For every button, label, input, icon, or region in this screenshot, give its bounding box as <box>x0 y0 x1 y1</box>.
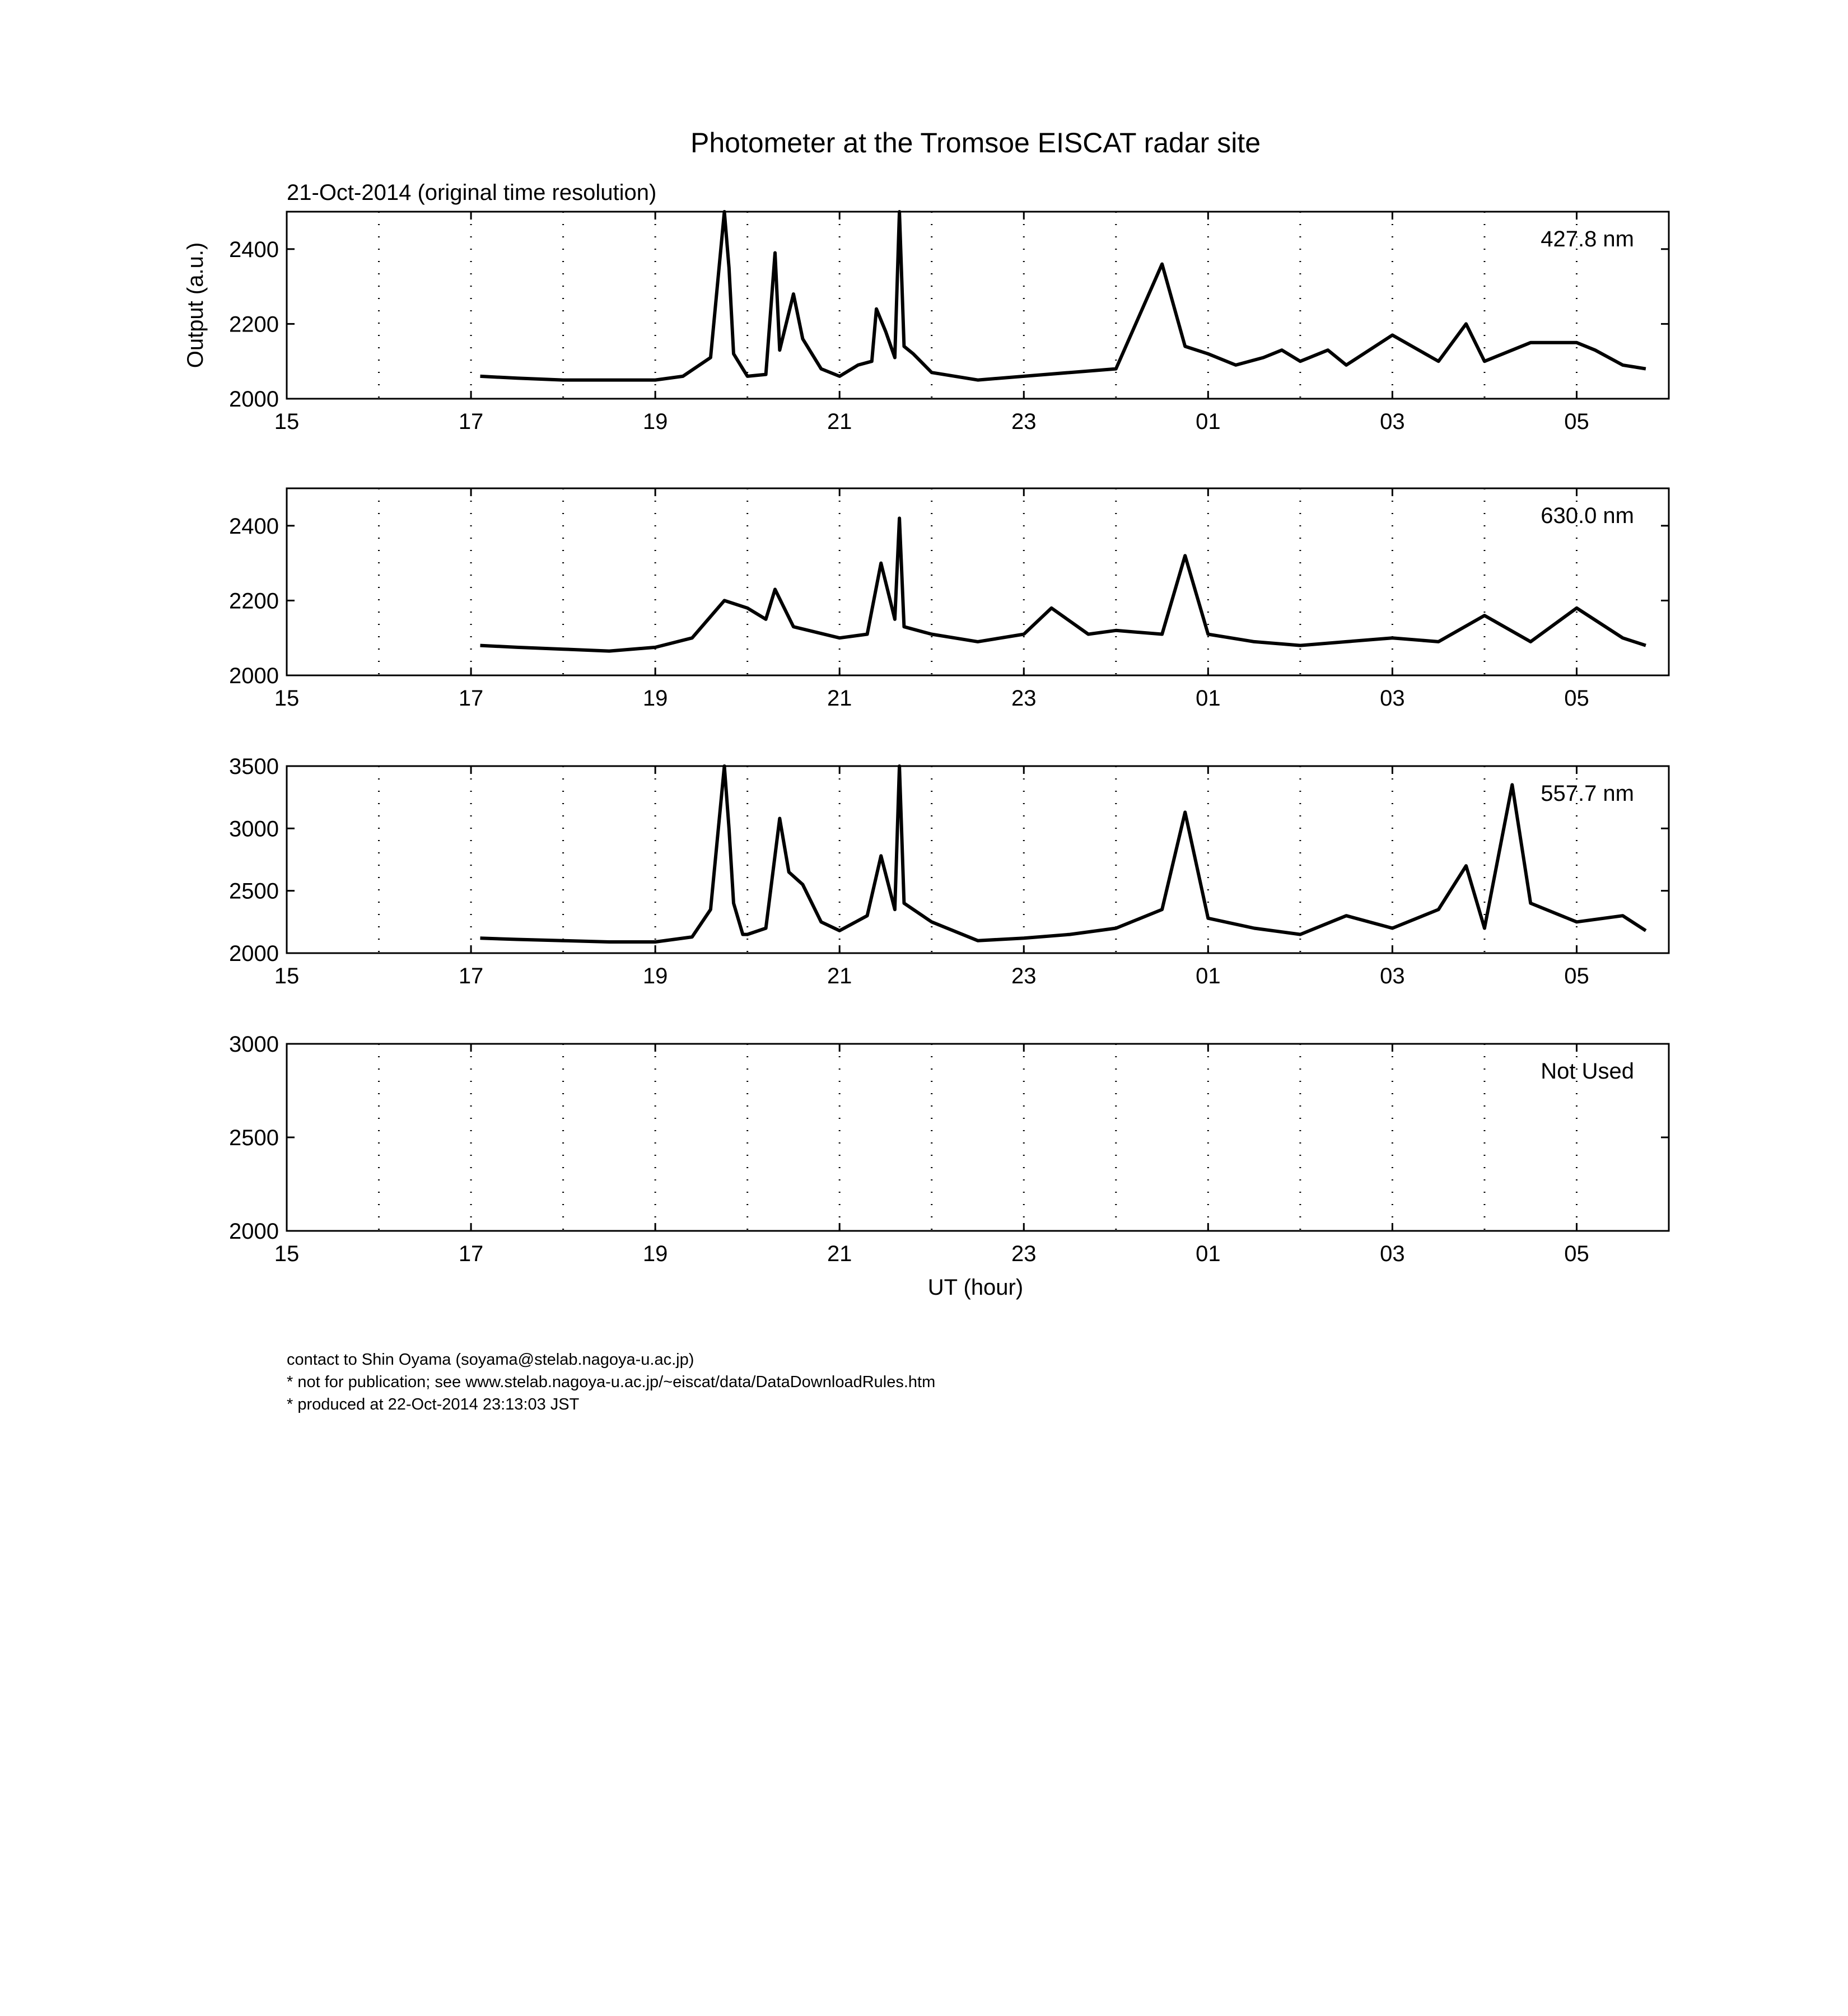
x-tick-label: 01 <box>1196 1242 1221 1266</box>
panel-label: Not Used <box>1541 1059 1634 1084</box>
x-tick-label: 15 <box>274 1242 300 1266</box>
x-tick-label: 21 <box>827 964 852 988</box>
chart-title: Photometer at the Tromsoe EISCAT radar site <box>690 127 1261 158</box>
x-tick-label: 15 <box>274 686 300 711</box>
footnote-produced: * produced at 22-Oct-2014 23:13:03 JST <box>287 1396 580 1413</box>
y-tick-label: 2500 <box>229 1126 279 1150</box>
x-tick-label: 23 <box>1011 964 1037 988</box>
plot-frame <box>287 766 1669 953</box>
x-tick-label: 17 <box>458 1242 484 1266</box>
x-tick-label: 15 <box>274 409 300 434</box>
x-tick-label: 21 <box>827 686 852 711</box>
y-tick-label: 2000 <box>229 664 279 688</box>
y-tick-label: 3000 <box>229 816 279 842</box>
footnote-contact: contact to Shin Oyama (soyama@stelab.nagoya-u.ac.jp) <box>287 1351 694 1369</box>
x-tick-label: 05 <box>1564 1242 1589 1266</box>
y-tick-label: 2000 <box>229 941 279 966</box>
x-tick-label: 19 <box>642 964 668 988</box>
x-tick-label: 01 <box>1196 686 1221 711</box>
panel-label: 630.0 nm <box>1541 503 1634 528</box>
x-tick-label: 21 <box>827 409 852 434</box>
x-tick-label: 17 <box>458 964 484 988</box>
y-tick-label: 2500 <box>229 879 279 904</box>
series-line <box>480 766 1646 942</box>
y-tick-label: 2200 <box>229 312 279 337</box>
x-tick-label: 03 <box>1380 1242 1405 1266</box>
y-tick-label: 2400 <box>229 514 279 539</box>
panel-label: 557.7 nm <box>1541 781 1634 806</box>
plot-frame <box>287 1044 1669 1231</box>
x-tick-label: 23 <box>1011 686 1037 711</box>
x-tick-label: 19 <box>642 409 668 434</box>
x-tick-label: 17 <box>458 686 484 711</box>
y-tick-label: 2400 <box>229 237 279 262</box>
plot-frame <box>287 212 1669 399</box>
x-tick-label: 03 <box>1380 409 1405 434</box>
x-tick-label: 01 <box>1196 409 1221 434</box>
x-tick-label: 15 <box>274 964 300 988</box>
x-axis-label: UT (hour) <box>927 1275 1024 1300</box>
x-tick-label: 05 <box>1564 686 1589 711</box>
footnote-rules: * not for publication; see www.stelab.nagoya-u.ac.jp/~eiscat/data/DataDownloadRules.htm <box>287 1373 936 1391</box>
y-tick-label: 2200 <box>229 589 279 614</box>
x-tick-label: 05 <box>1564 964 1589 988</box>
x-tick-label: 03 <box>1380 686 1405 711</box>
y-tick-label: 3500 <box>229 754 279 779</box>
x-tick-label: 17 <box>458 409 484 434</box>
x-tick-label: 03 <box>1380 964 1405 988</box>
y-axis-label: Output (a.u.) <box>183 242 208 368</box>
x-tick-label: 23 <box>1011 1242 1037 1266</box>
x-tick-label: 21 <box>827 1242 852 1266</box>
y-tick-label: 3000 <box>229 1032 279 1057</box>
panel-label: 427.8 nm <box>1541 227 1634 251</box>
y-tick-label: 2000 <box>229 1219 279 1244</box>
x-tick-label: 19 <box>642 686 668 711</box>
x-tick-label: 05 <box>1564 409 1589 434</box>
x-tick-label: 19 <box>642 1242 668 1266</box>
x-tick-label: 01 <box>1196 964 1221 988</box>
y-tick-label: 2000 <box>229 387 279 412</box>
x-tick-label: 23 <box>1011 409 1037 434</box>
panels-group <box>229 212 1669 1266</box>
chart-subtitle: 21-Oct-2014 (original time resolution) <box>287 180 657 205</box>
